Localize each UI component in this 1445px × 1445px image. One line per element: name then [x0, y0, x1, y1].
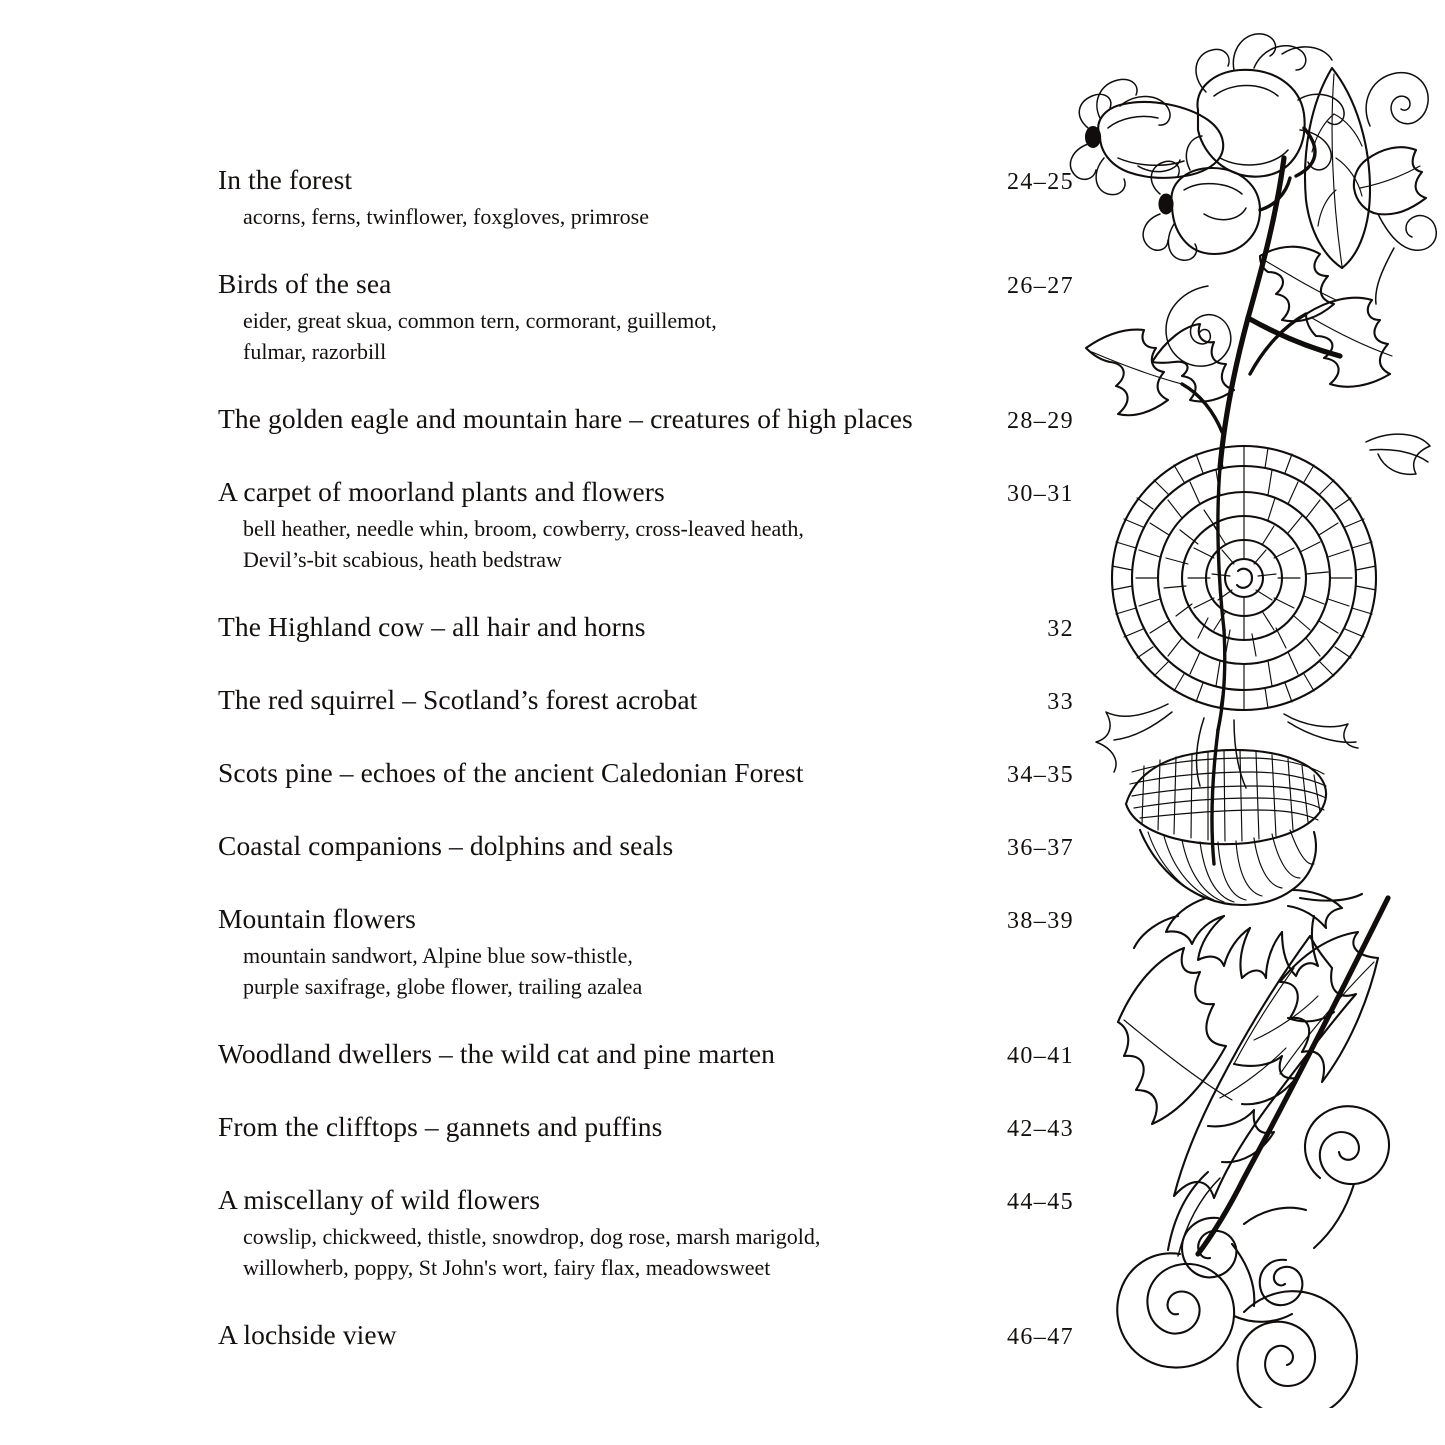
toc-entry-page-number: 34–35 [1007, 761, 1074, 788]
toc-entry-head [218, 683, 1074, 719]
toc-entry-title: The golden eagle and mountain hare – creatures of high places [218, 402, 913, 434]
toc-entry-page-number: 46–47 [1007, 1323, 1074, 1350]
toc-entry-title: A carpet of moorland plants and flowers [218, 475, 665, 507]
toc-entry-head [218, 163, 1074, 199]
toc-entry-head [218, 610, 1074, 646]
toc-entry-species-list [243, 201, 1074, 233]
toc-entry-page-number: 42–43 [1007, 1115, 1074, 1142]
toc-entry-page-number: 26–27 [1007, 272, 1074, 299]
toc-entry-species-list [243, 305, 1074, 368]
toc-entry[interactable] [218, 163, 1074, 233]
botanical-line-art-border [1048, 18, 1445, 1408]
toc-entry-head [218, 267, 1074, 303]
toc-entry[interactable] [218, 475, 1074, 576]
toc-entry-species-line: cowslip, chickweed, thistle, snowdrop, dog rose, marsh marigold, [243, 1223, 821, 1249]
toc-entry-page-number: 40–41 [1007, 1042, 1074, 1069]
thistle-leaves-upper [1086, 247, 1392, 432]
toc-entry-title: Scots pine – echoes of the ancient Caledonian Forest [218, 756, 804, 788]
toc-entry-page-number: 36–37 [1007, 834, 1074, 861]
toc-entry-head [218, 475, 1074, 511]
marigold-bloom [1096, 434, 1430, 788]
toc-entry-page-number: 24–25 [1007, 169, 1074, 195]
table-of-contents [218, 163, 1074, 1391]
toc-entry[interactable] [218, 902, 1074, 1003]
toc-entry-title: Mountain flowers [218, 902, 416, 934]
toc-entry-species-line: purple saxifrage, globe flower, trailing azalea [243, 974, 643, 999]
top-leaves [1305, 68, 1436, 304]
toc-entry[interactable] [218, 1110, 1074, 1146]
toc-entry-page-number: 28–29 [1007, 407, 1074, 434]
toc-entry-head [218, 402, 1074, 438]
toc-entry-species-line: bell heather, needle whin, broom, cowberry, cross-leaved heath, [243, 515, 804, 541]
toc-entry[interactable] [218, 1037, 1074, 1073]
toc-entry-head [218, 902, 1074, 938]
toc-entry[interactable] [218, 1183, 1074, 1284]
toc-entry-title: Woodland dwellers – the wild cat and pine marten [218, 1037, 776, 1069]
toc-entry[interactable] [218, 267, 1074, 368]
toc-entry[interactable] [218, 829, 1074, 865]
toc-entry-species-line: acorns, ferns, twinflower, foxgloves, primrose [243, 204, 650, 229]
toc-entry-species-line: eider, great skua, common tern, cormorant, guillemot, [243, 307, 717, 333]
toc-entry-title: The red squirrel – Scotland’s forest acrobat [218, 683, 698, 715]
toc-entry-page-number: 30–31 [1007, 480, 1074, 507]
thistle-head [1126, 750, 1362, 978]
toc-entry-head [218, 1110, 1074, 1146]
toc-entry-species-line: fulmar, razorbill [243, 339, 387, 364]
toc-entry-title: Birds of the sea [218, 267, 392, 299]
toc-entry-species-list [243, 513, 1074, 576]
toc-entry-title: A miscellany of wild flowers [218, 1183, 541, 1215]
toc-entry-head [218, 1318, 1074, 1354]
toc-entry-page-number: 33 [1047, 688, 1074, 715]
toc-entry-title: In the forest [218, 164, 353, 195]
toc-entry-species-line: mountain sandwort, Alpine blue sow-thistle, [243, 942, 633, 968]
toc-entry-species-list [243, 1221, 1074, 1284]
toc-entry-title: The Highland cow – all hair and horns [218, 610, 646, 642]
toc-entry-species-list [243, 940, 1074, 1003]
toc-entry-head [218, 1037, 1074, 1073]
toc-entry-title: A lochside view [218, 1318, 397, 1350]
toc-entry-head [218, 756, 1074, 792]
toc-entry[interactable] [218, 402, 1074, 438]
toc-entry[interactable] [218, 683, 1074, 719]
toc-entry-page-number: 38–39 [1007, 907, 1074, 934]
toc-entry-species-line: willowherb, poppy, St John's wort, fairy flax, meadowsweet [243, 1255, 771, 1280]
toc-entry-species-line: Devil’s-bit scabious, heath bedstraw [243, 547, 562, 572]
toc-entry[interactable] [218, 1318, 1074, 1354]
toc-entry-title: Coastal companions – dolphins and seals [218, 829, 674, 861]
toc-entry-head [218, 1183, 1074, 1219]
lower-leaves [1118, 932, 1378, 1198]
toc-entry-head [218, 829, 1074, 865]
main-stem [1198, 158, 1388, 1254]
toc-entry-title: From the clifftops – gannets and puffins [218, 1110, 663, 1142]
toc-entry-page-number: 44–45 [1007, 1188, 1074, 1215]
toc-entry[interactable] [218, 610, 1074, 646]
toc-entry-page-number: 32 [1047, 615, 1074, 642]
toc-entry[interactable] [218, 756, 1074, 792]
rose-hip-cluster [1070, 34, 1344, 260]
celtic-spirals [1117, 1106, 1389, 1408]
